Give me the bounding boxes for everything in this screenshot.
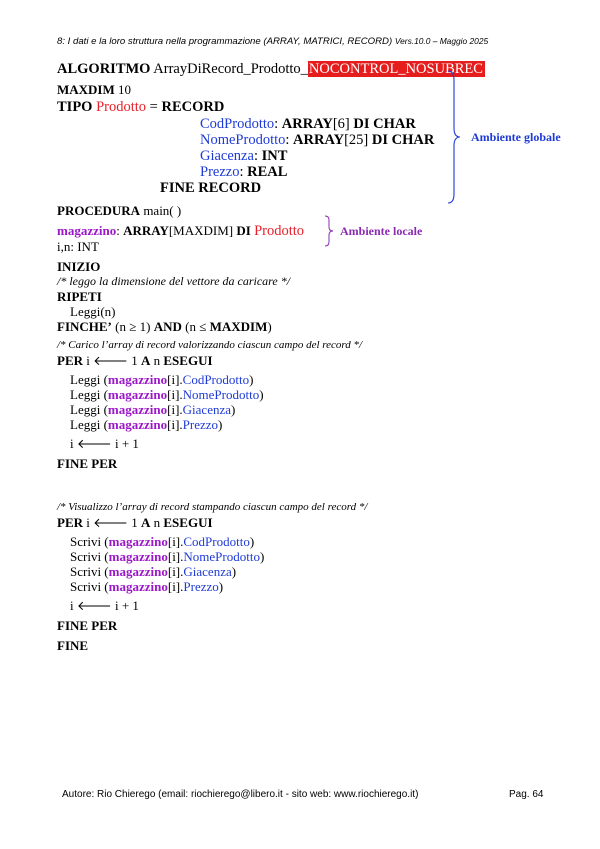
read-cmd: Leggi ( [70, 372, 108, 387]
write-cmd: Scrivi ( [70, 579, 109, 594]
equals-sign: = [149, 99, 158, 115]
loop-start: 1 [128, 515, 141, 530]
fine-per-line [57, 618, 117, 633]
index: [i]. [167, 417, 183, 432]
record-field [200, 117, 416, 132]
declared-type: Prodotto [254, 223, 305, 239]
close-paren: ) [218, 417, 223, 432]
algorithm-line [57, 62, 485, 77]
fine-per-keyword: FINE PER [57, 618, 118, 633]
close-paren: ) [259, 549, 265, 564]
field-dim: [25] [344, 132, 369, 148]
index: [i]. [167, 387, 183, 402]
record-var: magazzino [108, 564, 168, 579]
field-sep: : [285, 132, 294, 148]
fine-line [57, 638, 88, 653]
header-title: 8: I dati e la loro struttura nella programmazione (ARRAY, MATRICI, RECORD) [57, 36, 393, 47]
increment-line: i 🡐 i + 1 [70, 598, 139, 613]
assign-arrow-icon: 🡐 [93, 353, 128, 368]
per-keyword: PER [57, 515, 83, 530]
field-name: NomeProdotto [200, 132, 286, 148]
field-ref: Giacenza [183, 564, 232, 579]
read-cmd: Leggi ( [70, 387, 108, 402]
type-name: Prodotto [96, 99, 147, 115]
write-field-line [70, 534, 254, 549]
per-line [57, 353, 213, 368]
per-keyword: PER [57, 353, 83, 368]
write-field-line [70, 564, 236, 579]
field-name: Giacenza [200, 148, 254, 164]
finche-keyword: FINCHE’ [57, 319, 112, 334]
fine-record-line [160, 181, 261, 196]
fine-keyword: FINE [57, 638, 89, 653]
maxdim-value: 10 [118, 82, 132, 97]
fine-per-line [57, 456, 117, 471]
global-scope-brace [447, 70, 461, 205]
record-var: magazzino [107, 417, 168, 432]
tipo-keyword: TIPO [57, 99, 93, 115]
and-keyword: AND [153, 319, 182, 334]
close-paren: ) [249, 372, 254, 387]
index: [i]. [167, 564, 184, 579]
field-dim: [6] [332, 116, 350, 132]
local-scope-brace [324, 215, 334, 247]
write-cmd: Scrivi ( [70, 534, 109, 549]
local-scope-label: Ambiente locale [340, 224, 423, 238]
ripeti-keyword: RIPETI [57, 289, 102, 304]
index: [i]. [167, 579, 184, 594]
int-vars: i,n: INT [57, 239, 99, 254]
record-var: magazzino [108, 534, 168, 549]
record-var: magazzino [107, 372, 168, 387]
index: [i]. [167, 534, 184, 549]
loop-var: i [83, 353, 94, 368]
page-footer-author: Autore: Rio Chierego (email: riochierego@libero.it - sito web: www.riochierego.it) [62, 789, 419, 800]
field-name: Prezzo [200, 164, 240, 180]
close-paren: ) [231, 564, 237, 579]
write-cmd: Scrivi ( [70, 549, 109, 564]
procedure-line [57, 203, 181, 218]
record-var: magazzino [108, 579, 168, 594]
field-sep: : [253, 148, 262, 164]
read-cmd: Leggi ( [70, 417, 108, 432]
algoritmo-keyword: ALGORITMO [57, 61, 151, 77]
read-field-line [70, 387, 264, 402]
read-field-line [70, 402, 235, 417]
comment: /* Visualizzo l’array di record stampando ciascun campo del record */ [57, 501, 368, 513]
procedure-name: main( ) [143, 203, 182, 218]
write-cmd: Scrivi ( [70, 564, 109, 579]
esegui-keyword: ESEGUI [163, 515, 213, 530]
page-number: Pag. 64 [509, 789, 544, 800]
inizio-keyword: INIZIO [57, 259, 101, 274]
loop-end: n [150, 353, 164, 368]
read-field-line [70, 372, 253, 387]
read-n-line: Leggi(n) [70, 304, 116, 319]
finche-maxdim: MAXDIM [209, 319, 268, 334]
field-type: INT [261, 148, 288, 164]
index: [i]. [167, 372, 183, 387]
index: [i]. [167, 402, 183, 417]
algorithm-tag-highlight: NOCONTROL_NOSUBREC [308, 61, 483, 77]
field-type: ARRAY [281, 116, 333, 132]
array-dim: [MAXDIM] [168, 223, 234, 238]
read-field-line [70, 417, 222, 432]
assign-arrow-icon: 🡐 [93, 515, 128, 530]
record-field [200, 133, 434, 148]
field-of: DI CHAR [349, 116, 416, 132]
page-header [57, 36, 488, 47]
write-field-line [70, 549, 264, 564]
tipo-line [57, 100, 224, 115]
maxdim-line [57, 82, 131, 97]
field-ref: CodProdotto [182, 372, 250, 387]
field-ref: Prezzo [182, 417, 219, 432]
global-scope-label: Ambiente globale [471, 130, 561, 144]
maxdim-keyword: MAXDIM [57, 82, 115, 97]
esegui-keyword: ESEGUI [163, 353, 213, 368]
record-keyword: RECORD [161, 99, 225, 115]
increment-line: i 🡐 i + 1 [70, 436, 139, 451]
fine-record-keyword: FINE RECORD [160, 180, 262, 196]
close-paren: ) [231, 402, 236, 417]
algorithm-name: ArrayDiRecord_Prodotto_ [153, 61, 308, 77]
record-field [200, 165, 287, 180]
ripeti-line [57, 289, 102, 304]
array-keyword: ARRAY [123, 223, 169, 238]
record-var: magazzino [108, 549, 168, 564]
a-keyword: A [141, 515, 151, 530]
field-sep: : [239, 164, 248, 180]
comment: /* leggo la dimensione del vettore da caricare */ [57, 274, 291, 288]
field-type: ARRAY [293, 132, 345, 148]
finche-line [57, 319, 272, 334]
close-paren: ) [259, 387, 264, 402]
write-field-line [70, 579, 223, 594]
field-of: DI CHAR [368, 132, 435, 148]
a-keyword: A [141, 353, 151, 368]
di-keyword: DI [233, 223, 255, 238]
comment: /* Carico l’array di record valorizzando ciascun campo del record */ [57, 339, 363, 351]
field-ref: NomeProdotto [182, 387, 260, 402]
colon: : [116, 223, 124, 238]
record-var: magazzino [107, 402, 168, 417]
field-type: REAL [247, 164, 288, 180]
loop-var: i [83, 515, 94, 530]
record-field [200, 149, 287, 164]
field-name: CodProdotto [200, 116, 275, 132]
loop-end: n [150, 515, 164, 530]
loop-start: 1 [128, 353, 141, 368]
record-var: magazzino [107, 387, 168, 402]
local-declaration [57, 223, 304, 239]
finche-cond1: (n ≥ 1) [111, 319, 154, 334]
read-cmd: Leggi ( [70, 402, 108, 417]
field-ref: NomeProdotto [183, 549, 260, 564]
per-line [57, 515, 213, 530]
field-sep: : [274, 116, 282, 132]
int-declaration [57, 239, 99, 254]
index: [i]. [167, 549, 184, 564]
field-ref: CodProdotto [183, 534, 250, 549]
header-version: Vers.10.0 – Maggio 2025 [394, 36, 489, 46]
close-paren: ) [218, 579, 224, 594]
finche-cond2: (n ≤ [181, 319, 210, 334]
fine-per-keyword: FINE PER [57, 456, 118, 471]
variable-name: magazzino [57, 223, 117, 238]
finche-close: ) [267, 319, 272, 334]
field-ref: Giacenza [182, 402, 232, 417]
close-paren: ) [249, 534, 255, 549]
procedura-keyword: PROCEDURA [57, 203, 141, 218]
inizio-line [57, 259, 100, 274]
field-ref: Prezzo [183, 579, 219, 594]
